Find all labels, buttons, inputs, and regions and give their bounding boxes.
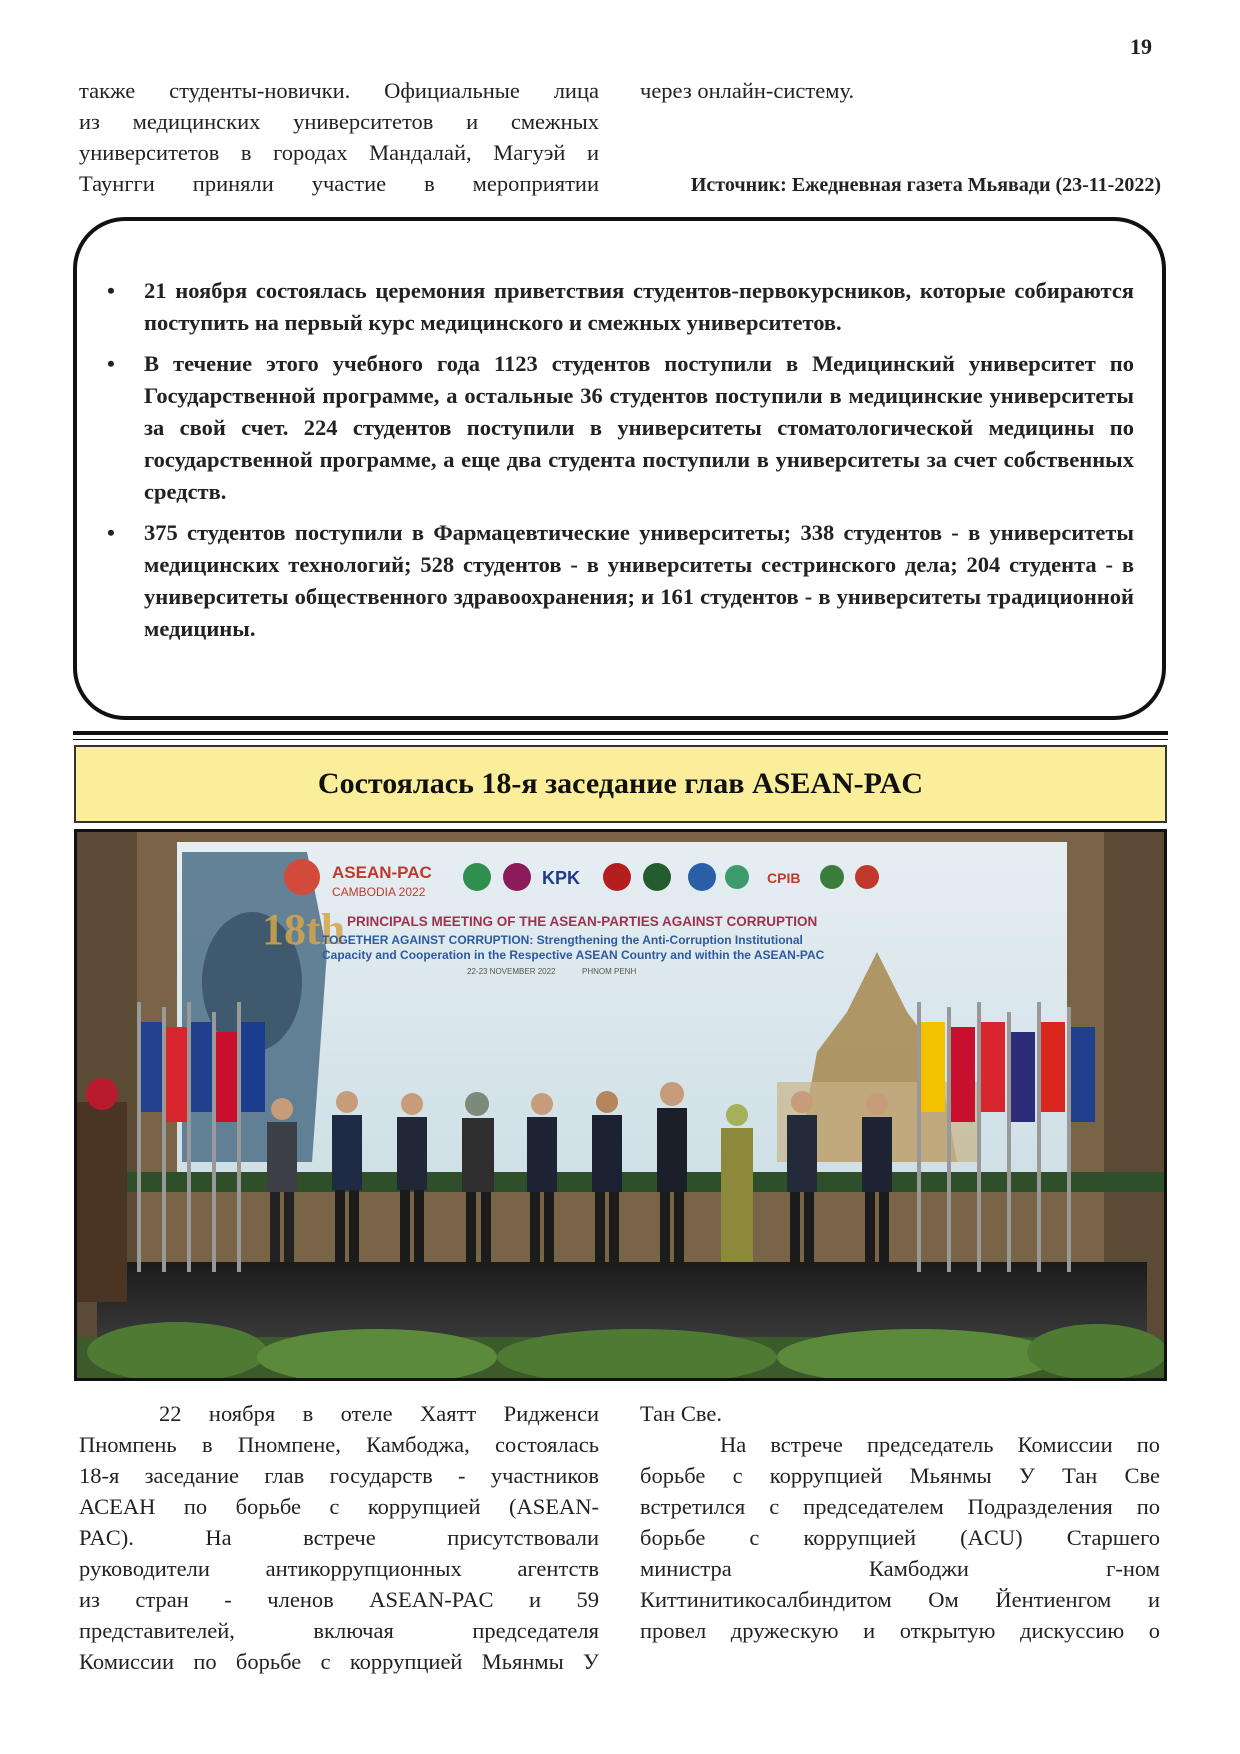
text-line: На встрече председатель Комиссии по (720, 1432, 1160, 1457)
text-line: министра Камбоджи г-ном (640, 1556, 1160, 1581)
summary-bullet-list (107, 275, 1134, 654)
text-line: 22 ноября в отеле Хаятт Ридженси (159, 1401, 599, 1426)
partner-logo-icon (820, 865, 844, 889)
text-line: провел дружескую и открытую дискуссию о (640, 1618, 1160, 1643)
partner-logo-icon (603, 863, 631, 891)
banner-title: PRINCIPALS MEETING OF THE ASEAN-PARTIES AGAINST CORRUPTION (347, 914, 818, 929)
text-line: Комиссии по борьбе с коррупцией Мьянмы У (79, 1649, 599, 1674)
kpk-logo: KPK (542, 868, 581, 888)
bullet-text: 21 ноября состоялась церемония приветствия студентов-первокурсников, которые собираются поступить на первый курс медицинского и смежных университетов. (144, 278, 1134, 335)
banner-city: PHNOM PENH (582, 967, 637, 976)
partner-logo-icon (463, 863, 491, 891)
banner-brand: ASEAN-PAC (332, 863, 432, 882)
summary-bullet-item (107, 517, 1134, 645)
article-headline: Состоялась 18-я заседание глав ASEAN-PAC (74, 745, 1167, 823)
page-number: 19 (1130, 34, 1152, 59)
top-right-column (640, 75, 1160, 106)
banner-line-1: TOGETHER AGAINST CORRUPTION: Strengthening the Anti-Corruption Institutional (322, 933, 803, 947)
text-line: борьбе с коррупцией (ACU) Старшего (640, 1525, 1160, 1550)
bullet-text: В течение этого учебного года 1123 студентов поступили в Медицинский университет по Государственной программе, а остальные 36 студентов поступили в медицинские университеты за свой счет. 224 студентов поступили в университеты стоматологической медицины по государственной программе, а еще два студента поступили в университеты за счет собственных средств. (144, 351, 1134, 504)
summary-bullet-item (107, 275, 1134, 339)
bullet-icon: • (107, 351, 115, 376)
text-line: 18-я заседание глав государств - участников (79, 1463, 599, 1488)
bullet-text: 375 студентов поступили в Фармацевтические университеты; 338 студентов - в университеты медицинских технологий; 528 студентов - в университеты сестринского дела; 204 студента - в университеты общественного здравоохранения; и 161 студентов - в университеты традиционной медицины. (144, 520, 1134, 641)
text-line: руководители антикоррупционных агентств (79, 1556, 599, 1581)
source-citation: Источник: Ежедневная газета Мьявади (23-11-2022) (690, 174, 1161, 196)
text-line: из стран - членов ASEAN-PAC и 59 (79, 1587, 599, 1612)
text-line: Пномпень в Пномпене, Камбоджа, состоялась (79, 1432, 599, 1457)
bullet-icon: • (107, 278, 115, 303)
text-line: Таунгги приняли участие в мероприятии (79, 171, 599, 196)
banner-date: 22-23 NOVEMBER 2022 (467, 967, 556, 976)
text-line: Тан Све. (640, 1401, 722, 1426)
event-photo-illustration (77, 832, 1164, 1378)
text-line: борьбе с коррупцией Мьянмы У Тан Све (640, 1463, 1160, 1488)
text-line: АСЕАН по борьбе с коррупцией (ASEAN- (79, 1494, 599, 1519)
banner-sub: CAMBODIA 2022 (332, 885, 426, 899)
text-line: также студенты-новички. Официальные лица (79, 78, 599, 103)
partner-logo-icon (688, 863, 716, 891)
banner-number: 18th (262, 905, 346, 954)
partner-logo-icon (855, 865, 879, 889)
summary-callout-box (73, 217, 1166, 720)
top-left-column (79, 75, 599, 199)
partner-logo-icon (503, 863, 531, 891)
text-line: из медицинских университетов и смежных (79, 109, 599, 134)
partner-logo-icon (725, 865, 749, 889)
bottom-left-column (79, 1398, 599, 1677)
section-divider-thick (73, 731, 1168, 735)
event-photo (74, 829, 1167, 1381)
summary-bullet-item (107, 348, 1134, 508)
text-line: представителей, включая председателя (79, 1618, 599, 1643)
text-line: через онлайн-систему. (640, 78, 855, 103)
banner-line-2: Capacity and Cooperation in the Respective ASEAN Country and within the ASEAN-PAC (322, 948, 825, 962)
section-divider-thin (73, 739, 1168, 740)
partner-logo-icon (643, 863, 671, 891)
bottom-right-column (640, 1398, 1160, 1646)
bullet-icon: • (107, 520, 115, 545)
text-line: университетов в городах Мандалай, Магуэй и (79, 140, 599, 165)
text-line: Киттинитикосалбиндитом Ом Йентиенгом и (640, 1587, 1160, 1612)
text-line: PAC). На встрече присутствовали (79, 1525, 599, 1550)
text-line: встретился с председателем Подразделения по (640, 1494, 1160, 1519)
cpib-logo: CPIB (767, 870, 801, 886)
